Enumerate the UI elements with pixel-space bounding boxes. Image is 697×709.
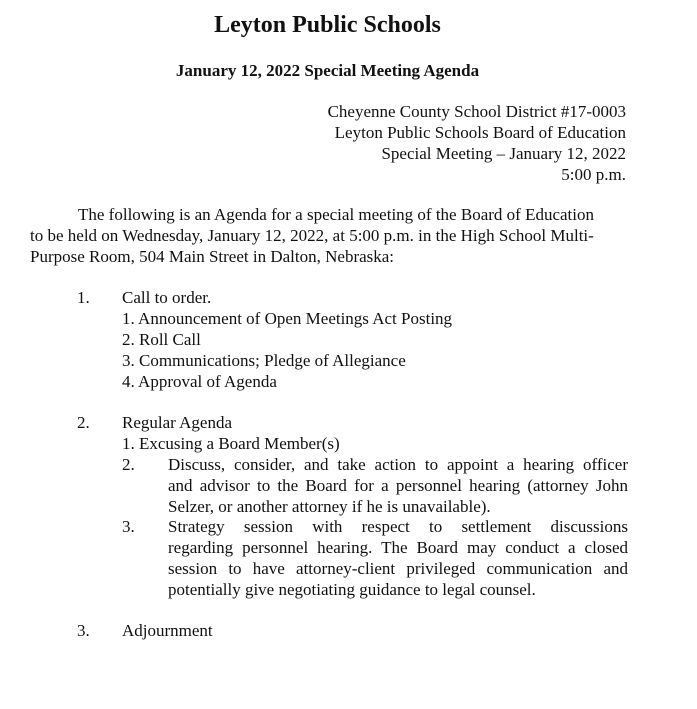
agenda-subitem: 4. Approval of Agenda (122, 372, 277, 391)
paragraph-line: session to have attorney-client privileged communication and (168, 559, 628, 578)
agenda-item-heading: Adjournment (122, 621, 213, 640)
header-line-time: 5:00 p.m. (561, 165, 626, 184)
document-title: Leyton Public Schools (214, 12, 441, 38)
agenda-item-heading: Regular Agenda (122, 413, 232, 432)
agenda-subitem-paragraph (168, 454, 628, 517)
paragraph-line: and advisor to the Board for a personnel hearing (attorney John (168, 476, 628, 495)
agenda-subitem: 1. Excusing a Board Member(s) (122, 434, 340, 453)
agenda-subitem-number: 3. (122, 517, 135, 536)
header-line-district: Cheyenne County School District #17-0003 (327, 102, 626, 121)
paragraph-line: Discuss, consider, and take action to appoint a hearing officer (168, 455, 628, 474)
paragraph-line: potentially give negotiating guidance to legal counsel. (168, 580, 536, 599)
paragraph-line: Selzer, or another attorney if he is unavailable). (168, 497, 491, 516)
agenda-item-number: 1. (77, 288, 90, 307)
agenda-subitem: 1. Announcement of Open Meetings Act Posting (122, 309, 453, 328)
agenda-subitem: 3. Communications; Pledge of Allegiance (122, 351, 406, 370)
intro-line: Purpose Room, 504 Main Street in Dalton, Nebraska: (30, 247, 395, 266)
agenda-subitem-paragraph (168, 516, 628, 600)
agenda-item-heading: Call to order. (122, 288, 212, 307)
agenda-item-number: 2. (77, 413, 90, 432)
document-subtitle: January 12, 2022 Special Meeting Agenda (175, 61, 480, 80)
paragraph-line: regarding personnel hearing. The Board may conduct a closed (168, 538, 628, 557)
agenda-item-number: 3. (77, 621, 90, 640)
intro-line: to be held on Wednesday, January 12, 2022, at 5:00 p.m. in the High School Multi- (30, 226, 594, 245)
meeting-header-block (328, 101, 626, 185)
intro-line: The following is an Agenda for a special meeting of the Board of Education (78, 205, 594, 224)
paragraph-line: Strategy session with respect to settlement discussions (168, 517, 628, 536)
agenda-subitem: 2. Roll Call (122, 330, 201, 349)
intro-paragraph (30, 204, 626, 267)
agenda-subitem-number: 2. (122, 455, 135, 474)
header-line-meeting: Special Meeting – January 12, 2022 (381, 144, 626, 163)
header-line-board: Leyton Public Schools Board of Education (334, 123, 626, 142)
